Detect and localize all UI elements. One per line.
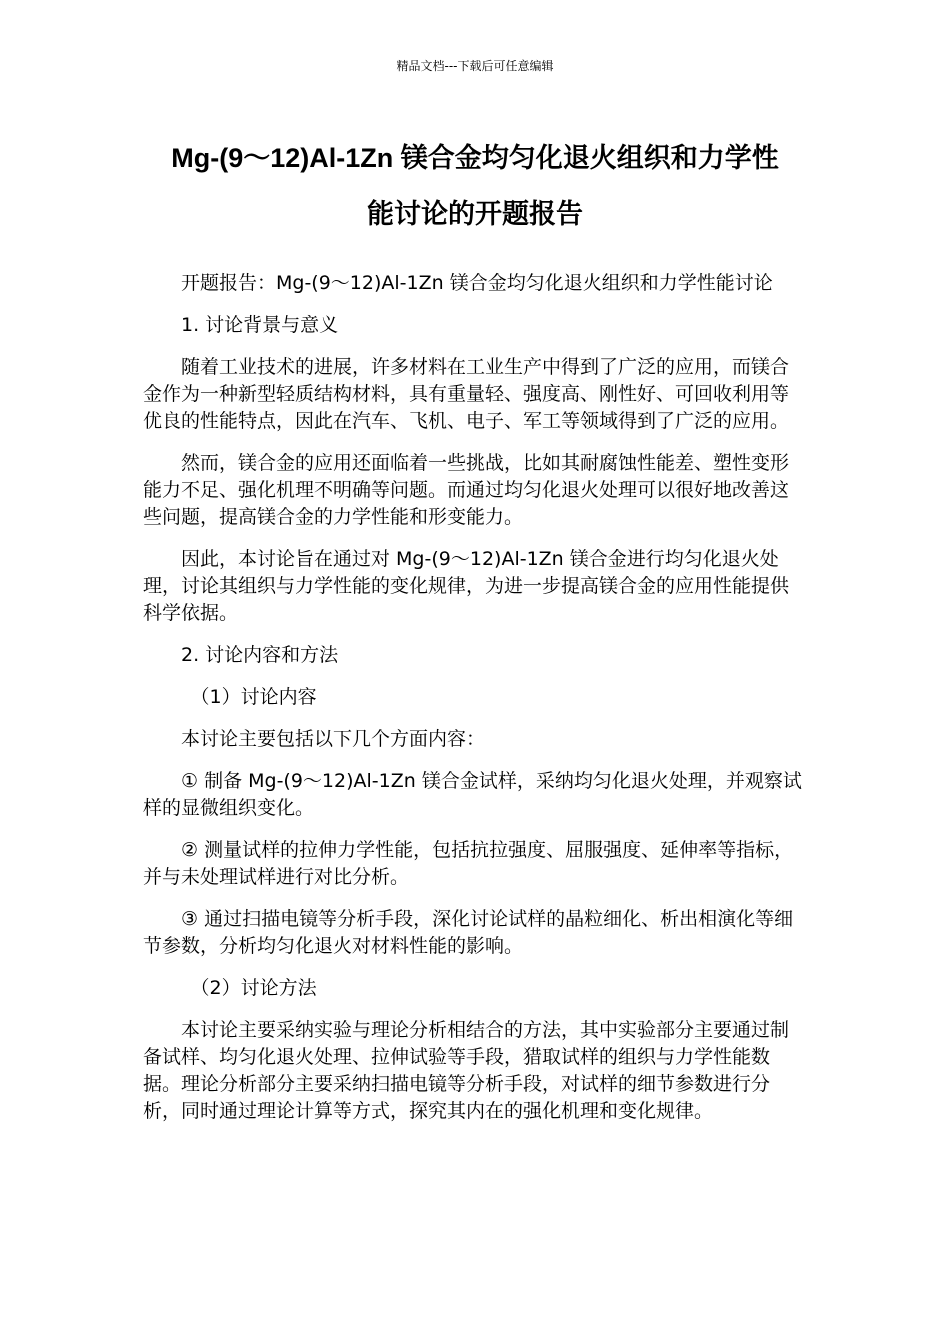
document-title <box>140 130 810 242</box>
content-intro-paragraph: 本讨论主要包括以下几个方面内容： <box>181 728 486 750</box>
document-title-line-1: Mg-(9～12)Al-1Zn 镁合金均匀化退火组织和力学性 <box>171 143 779 173</box>
subsection-heading-content: （1）讨论内容 <box>190 686 317 708</box>
document-title-line-2: 能讨论的开题报告 <box>367 199 583 229</box>
section-heading-background: 1. 讨论背景与意义 <box>181 314 339 336</box>
document-body <box>143 270 803 1140</box>
content-item-2: ② 测量试样的拉伸力学性能，包括抗拉强度、屈服强度、延伸率等指标，并与未处理试样进行对比分析。 <box>143 839 794 888</box>
method-paragraph: 本讨论主要采纳实验与理论分析相结合的方法，其中实验部分主要通过制备试样、均匀化退火处理、拉伸试验等手段，猎取试样的组织与力学性能数据。理论分析部分主要采纳扫描电镜等分析手段，对试样的细节参数进行分析，同时通过理论计算等方式，探究其内在的强化机理和变化规律。 <box>143 1019 790 1122</box>
content-item-3: ③ 通过扫描电镜等分析手段，深化讨论试样的晶粒细化、析出相演化等细节参数，分析均匀化退火对材料性能的影响。 <box>143 908 794 957</box>
intro-paragraph: 开题报告：Mg-(9～12)Al-1Zn 镁合金均匀化退火组织和力学性能讨论 <box>181 272 773 294</box>
background-paragraph-1: 随着工业技术的进展，许多材料在工业生产中得到了广泛的应用，而镁合金作为一种新型轻质结构材料，具有重量轻、强度高、刚性好、可回收利用等优良的性能特点，因此在汽车、飞机、电子、军工等领域得到了广泛的应用。 <box>143 356 790 432</box>
section-heading-content-method: 2. 讨论内容和方法 <box>181 644 339 666</box>
background-paragraph-3: 因此，本讨论旨在通过对 Mg-(9～12)Al-1Zn 镁合金进行均匀化退火处理，讨论其组织与力学性能的变化规律，为进一步提高镁合金的应用性能提供科学依据。 <box>143 548 790 624</box>
content-item-1: ① 制备 Mg-(9～12)Al-1Zn 镁合金试样，采纳均匀化退火处理，并观察试样的显微组织变化。 <box>143 770 802 819</box>
background-paragraph-2: 然而，镁合金的应用还面临着一些挑战，比如其耐腐蚀性能差、塑性变形能力不足、强化机理不明确等问题。而通过均匀化退火处理可以很好地改善这些问题，提高镁合金的力学性能和形变能力。 <box>143 452 790 528</box>
subsection-heading-method: （2）讨论方法 <box>190 977 317 999</box>
header-note: 精品文档---下载后可任意编辑 <box>396 59 554 73</box>
